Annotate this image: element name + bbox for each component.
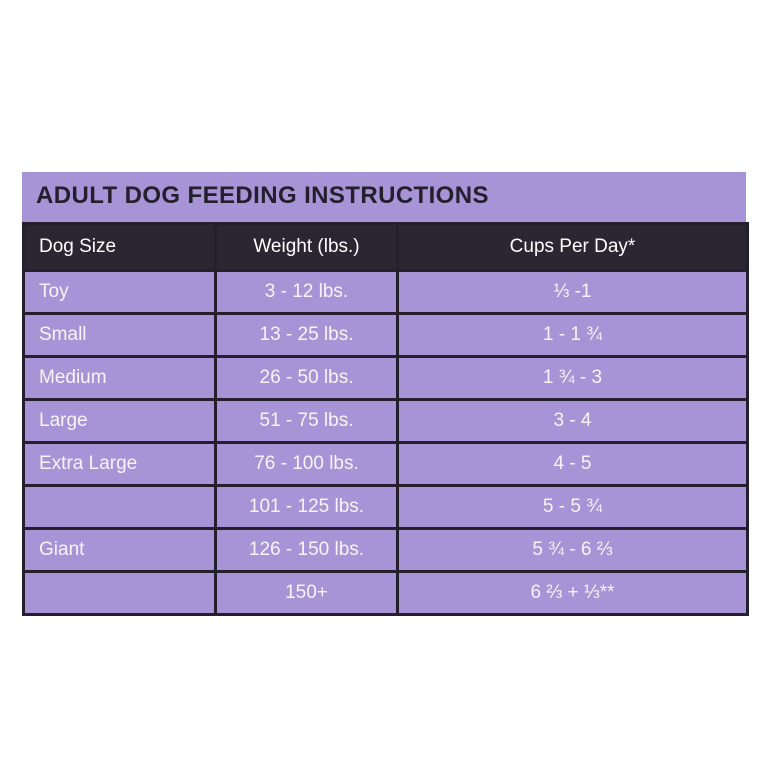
column-header-weight: Weight (lbs.) — [216, 224, 398, 271]
table-row — [24, 400, 748, 443]
cell-dog-size: Small — [24, 314, 216, 357]
cell-weight: 51 - 75 lbs. — [216, 400, 398, 443]
feeding-chart-table — [22, 222, 749, 616]
cell-weight: 150+ — [216, 572, 398, 615]
cell-dog-size: Extra Large — [24, 443, 216, 486]
table-row — [24, 486, 748, 529]
table-row — [24, 271, 748, 314]
cell-cups: 1 ¾ - 3 — [398, 357, 748, 400]
table-header-row — [24, 224, 748, 271]
cell-weight: 3 - 12 lbs. — [216, 271, 398, 314]
cell-weight: 13 - 25 lbs. — [216, 314, 398, 357]
cell-dog-size: Giant — [24, 529, 216, 572]
cell-cups: 3 - 4 — [398, 400, 748, 443]
table-row — [24, 314, 748, 357]
cell-cups: ⅓ -1 — [398, 271, 748, 314]
cell-dog-size-empty — [24, 572, 216, 615]
cell-cups: 5 ¾ - 6 ⅔ — [398, 529, 748, 572]
cell-cups: 1 - 1 ¾ — [398, 314, 748, 357]
feeding-instructions-panel — [22, 172, 746, 603]
page-title: ADULT DOG FEEDING INSTRUCTIONS — [36, 182, 489, 209]
cell-weight: 76 - 100 lbs. — [216, 443, 398, 486]
cell-cups: 4 - 5 — [398, 443, 748, 486]
table-row — [24, 529, 748, 572]
cell-dog-size: Medium — [24, 357, 216, 400]
cell-dog-size-empty — [24, 486, 216, 529]
table-row — [24, 572, 748, 615]
cell-weight: 126 - 150 lbs. — [216, 529, 398, 572]
cell-dog-size: Large — [24, 400, 216, 443]
cell-weight: 101 - 125 lbs. — [216, 486, 398, 529]
cell-cups: 6 ⅔ + ⅓** — [398, 572, 748, 615]
table-row — [24, 443, 748, 486]
column-header-cups-per-day: Cups Per Day* — [398, 224, 748, 271]
cell-dog-size: Toy — [24, 271, 216, 314]
cell-cups: 5 - 5 ¾ — [398, 486, 748, 529]
table-row — [24, 357, 748, 400]
cell-weight: 26 - 50 lbs. — [216, 357, 398, 400]
column-header-dog-size: Dog Size — [24, 224, 216, 271]
